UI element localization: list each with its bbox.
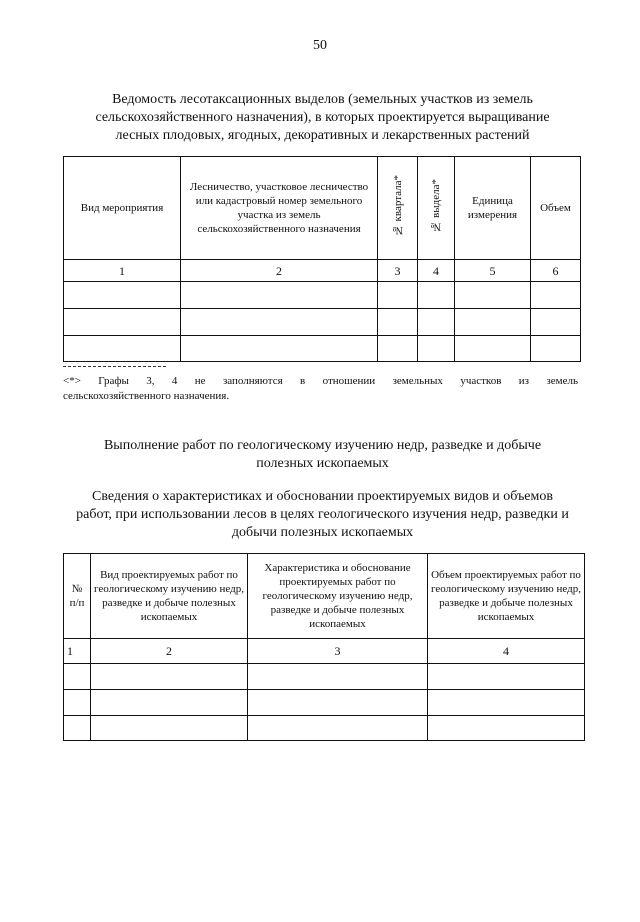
col-header-quarter [378,157,418,260]
col-header-work-type: Вид проектируемых работ по геологическому изучению недр, разведке и добыче полезных ископаемых [91,554,248,639]
col-header-work-volume: Объем проектируемых работ по геологическому изучению недр, разведке и добыче полезных ископаемых [428,554,585,639]
footnote-line: <*> Графы 3, 4 не заполняются в отношении земельных участков из земель [63,375,578,387]
col-header-index: № п/п [64,554,91,639]
section1-title-line: сельскохозяйственного назначения), в которых проектируется выращивание [95,110,550,125]
section1-title [60,91,585,145]
footnote-line: сельскохозяйственного назначения. [63,390,230,402]
col-number: 2 [91,639,248,664]
col-header-activity: Вид мероприятия [64,157,181,260]
table-number-row [64,639,585,664]
section2-subtitle-line: работ, при использовании лесов в целях геологического изучения недр, разведки и [76,507,569,522]
col-number: 2 [181,260,378,282]
table-row [64,716,585,741]
col-number: 3 [378,260,418,282]
table-row [64,690,585,716]
section1-title-line: лесных плодовых, ягодных, декоративных и лекарственных растений [115,128,530,143]
section2-title-line: Выполнение работ по геологическому изучению недр, разведке и добыче [103,438,542,453]
col-header-forestry: Лесничество, участковое лесничество или кадастровый номер земельного участка из земель сельскохозяйственного назначения [181,157,378,260]
section1-title-line: Ведомость лесотаксационных выделов (земельных участков из земель [112,92,533,107]
col-number: 4 [428,639,585,664]
col-number: 4 [418,260,455,282]
page-number: 50 [313,38,327,53]
table-row [64,282,581,309]
col-number: 1 [64,260,181,282]
col-number: 3 [248,639,428,664]
table-row [64,664,585,690]
section2-subtitle [60,488,585,542]
table-row [64,309,581,336]
geology-works-table [63,553,585,741]
col-header-allotment-text: № выдела* [430,179,442,233]
plantations-table [63,156,581,362]
col-header-unit: Единица измерения [455,157,531,260]
section2-title-line: полезных ископаемых [256,456,389,471]
col-header-allotment [418,157,455,260]
col-number: 6 [531,260,581,282]
col-number: 1 [64,639,91,664]
section2-title [60,437,585,473]
footnote [63,374,578,404]
col-header-characteristics: Характеристика и обоснование проектируемых работ по геологическому изучению недр, разведке и добыче полезных ископаемых [248,554,428,639]
table-header-row [64,554,585,639]
table-header-row [64,157,581,260]
col-header-quarter-text: № квартала* [391,175,404,237]
table-row [64,336,581,362]
section2-subtitle-line: Сведения о характеристиках и обосновании проектируемых видов и объемов [92,489,553,504]
footnote-separator [63,366,166,367]
table-number-row [64,260,581,282]
col-header-volume: Объем [531,157,581,260]
section2-subtitle-line: добычи полезных ископаемых [231,525,414,540]
col-number: 5 [455,260,531,282]
